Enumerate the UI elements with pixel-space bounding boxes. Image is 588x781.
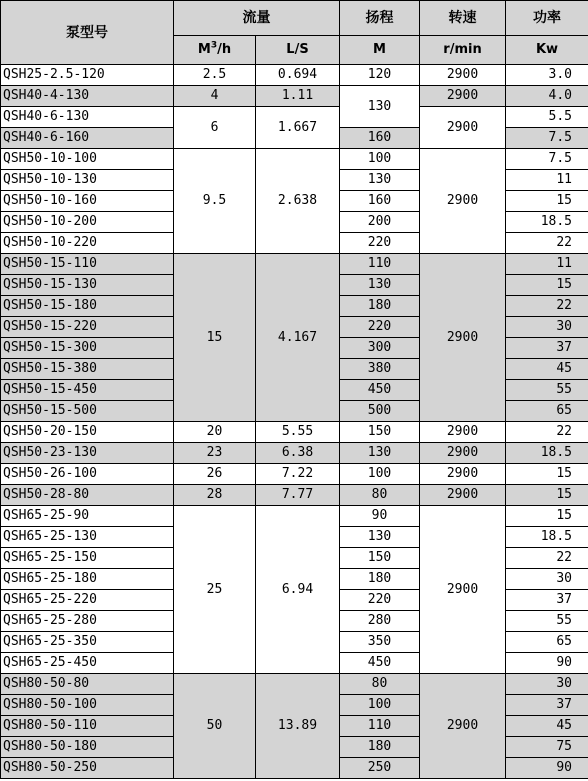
power-cell: 22 (506, 548, 588, 569)
head-cell: 180 (340, 737, 420, 758)
flow-ls-cell: 4.167 (256, 254, 340, 422)
flow-m3h-cell: 28 (174, 485, 256, 506)
head-cell: 220 (340, 233, 420, 254)
header-head-unit: M (340, 36, 420, 65)
head-cell: 450 (340, 380, 420, 401)
head-cell: 130 (340, 170, 420, 191)
power-cell: 15 (506, 275, 588, 296)
power-cell: 15 (506, 191, 588, 212)
table-row (1, 149, 588, 170)
model-cell: QSH50-15-180 (1, 296, 174, 317)
model-cell: QSH80-50-180 (1, 737, 174, 758)
model-cell: QSH50-15-500 (1, 401, 174, 422)
power-cell: 65 (506, 632, 588, 653)
power-cell: 75 (506, 737, 588, 758)
model-cell: QSH80-50-110 (1, 716, 174, 737)
power-cell: 11 (506, 254, 588, 275)
model-cell: QSH65-25-180 (1, 569, 174, 590)
power-cell: 37 (506, 338, 588, 359)
model-cell: QSH50-23-130 (1, 443, 174, 464)
power-cell: 37 (506, 695, 588, 716)
power-cell: 7.5 (506, 149, 588, 170)
speed-cell: 2900 (420, 485, 506, 506)
flow-ls-cell: 6.94 (256, 506, 340, 674)
speed-cell: 2900 (420, 674, 506, 779)
model-cell: QSH65-25-350 (1, 632, 174, 653)
model-cell: QSH50-10-100 (1, 149, 174, 170)
model-cell: QSH65-25-90 (1, 506, 174, 527)
model-cell: QSH65-25-280 (1, 611, 174, 632)
power-cell: 22 (506, 422, 588, 443)
flow-m3h-cell: 15 (174, 254, 256, 422)
table-row (1, 464, 588, 485)
model-cell: QSH40-6-130 (1, 107, 174, 128)
head-cell: 90 (340, 506, 420, 527)
power-cell: 90 (506, 653, 588, 674)
model-cell: QSH50-15-300 (1, 338, 174, 359)
power-cell: 45 (506, 359, 588, 380)
power-cell: 15 (506, 464, 588, 485)
power-cell: 22 (506, 296, 588, 317)
header-speed: 转速 (420, 1, 506, 36)
model-cell: QSH50-15-220 (1, 317, 174, 338)
power-cell: 5.5 (506, 107, 588, 128)
head-cell: 180 (340, 569, 420, 590)
flow-m3h-cell: 9.5 (174, 149, 256, 254)
table-row (1, 422, 588, 443)
head-cell: 450 (340, 653, 420, 674)
model-cell: QSH40-6-160 (1, 128, 174, 149)
model-cell: QSH65-25-220 (1, 590, 174, 611)
header-flow-m3h: $M^3/h$ (174, 36, 256, 65)
head-cell: 150 (340, 548, 420, 569)
head-cell: 300 (340, 338, 420, 359)
model-cell: QSH40-4-130 (1, 86, 174, 107)
flow-ls-cell: 7.77 (256, 485, 340, 506)
speed-cell: 2900 (420, 107, 506, 149)
head-cell: 160 (340, 128, 420, 149)
model-cell: QSH50-10-200 (1, 212, 174, 233)
flow-m3h-cell: 23 (174, 443, 256, 464)
power-cell: 30 (506, 317, 588, 338)
header-power: 功率 (506, 1, 588, 36)
power-cell: 15 (506, 485, 588, 506)
power-cell: 3.0 (506, 65, 588, 86)
flow-ls-cell: 7.22 (256, 464, 340, 485)
power-cell: 55 (506, 611, 588, 632)
model-cell: QSH80-50-80 (1, 674, 174, 695)
head-cell: 100 (340, 149, 420, 170)
model-cell: QSH50-15-450 (1, 380, 174, 401)
table-row (1, 506, 588, 527)
head-cell: 100 (340, 464, 420, 485)
flow-m3h-cell: 20 (174, 422, 256, 443)
model-cell: QSH25-2.5-120 (1, 65, 174, 86)
head-cell: 350 (340, 632, 420, 653)
table-row (1, 107, 588, 128)
power-cell: 90 (506, 758, 588, 779)
head-cell: 80 (340, 674, 420, 695)
speed-cell: 2900 (420, 149, 506, 254)
speed-cell: 2900 (420, 65, 506, 86)
flow-m3h-cell: 6 (174, 107, 256, 149)
flow-m3h-cell: 4 (174, 86, 256, 107)
flow-ls-cell: 2.638 (256, 149, 340, 254)
power-cell: 7.5 (506, 128, 588, 149)
power-cell: 65 (506, 401, 588, 422)
model-cell: QSH50-26-100 (1, 464, 174, 485)
head-cell: 130 (340, 275, 420, 296)
power-cell: 55 (506, 380, 588, 401)
power-cell: 11 (506, 170, 588, 191)
head-cell: 180 (340, 296, 420, 317)
model-cell: QSH80-50-250 (1, 758, 174, 779)
header-power-unit: Kw (506, 36, 588, 65)
head-cell: 150 (340, 422, 420, 443)
model-cell: QSH50-10-160 (1, 191, 174, 212)
model-cell: QSH50-15-110 (1, 254, 174, 275)
speed-cell: 2900 (420, 422, 506, 443)
table-row (1, 485, 588, 506)
speed-cell: 2900 (420, 86, 506, 107)
flow-ls-cell: 0.694 (256, 65, 340, 86)
model-cell: QSH65-25-450 (1, 653, 174, 674)
head-cell: 100 (340, 695, 420, 716)
model-cell: QSH80-50-100 (1, 695, 174, 716)
head-cell: 110 (340, 254, 420, 275)
flow-m3h-cell: 2.5 (174, 65, 256, 86)
head-cell: 500 (340, 401, 420, 422)
head-cell: 380 (340, 359, 420, 380)
model-cell: QSH50-10-130 (1, 170, 174, 191)
power-cell: 37 (506, 590, 588, 611)
flow-ls-cell: 1.11 (256, 86, 340, 107)
power-cell: 18.5 (506, 527, 588, 548)
header-flow-ls: L/S (256, 36, 340, 65)
model-cell: QSH50-20-150 (1, 422, 174, 443)
power-cell: 18.5 (506, 443, 588, 464)
speed-cell: 2900 (420, 464, 506, 485)
flow-m3h-cell: 26 (174, 464, 256, 485)
header-flow: 流量 (174, 1, 340, 36)
power-cell: 15 (506, 506, 588, 527)
model-cell: QSH50-28-80 (1, 485, 174, 506)
power-cell: 45 (506, 716, 588, 737)
head-cell: 280 (340, 611, 420, 632)
table-row (1, 443, 588, 464)
head-cell: 160 (340, 191, 420, 212)
head-cell: 130 (340, 86, 420, 128)
model-cell: QSH50-15-380 (1, 359, 174, 380)
flow-ls-cell: 1.667 (256, 107, 340, 149)
head-cell: 130 (340, 443, 420, 464)
power-cell: 4.0 (506, 86, 588, 107)
head-cell: 80 (340, 485, 420, 506)
head-cell: 120 (340, 65, 420, 86)
flow-ls-cell: 6.38 (256, 443, 340, 464)
power-cell: 30 (506, 569, 588, 590)
head-cell: 220 (340, 590, 420, 611)
power-cell: 30 (506, 674, 588, 695)
table-row (1, 86, 588, 107)
flow-m3h-cell: 50 (174, 674, 256, 779)
speed-cell: 2900 (420, 443, 506, 464)
model-cell: QSH50-10-220 (1, 233, 174, 254)
speed-cell: 2900 (420, 506, 506, 674)
table-row (1, 674, 588, 695)
head-cell: 110 (340, 716, 420, 737)
flow-m3h-cell: 25 (174, 506, 256, 674)
header-speed-unit: r/min (420, 36, 506, 65)
table-row (1, 65, 588, 86)
power-cell: 22 (506, 233, 588, 254)
flow-ls-cell: 5.55 (256, 422, 340, 443)
head-cell: 200 (340, 212, 420, 233)
header-head: 扬程 (340, 1, 420, 36)
speed-cell: 2900 (420, 254, 506, 422)
model-cell: QSH65-25-130 (1, 527, 174, 548)
head-cell: 130 (340, 527, 420, 548)
head-cell: 250 (340, 758, 420, 779)
header-model: 泵型号 (1, 1, 174, 65)
model-cell: QSH65-25-150 (1, 548, 174, 569)
flow-ls-cell: 13.89 (256, 674, 340, 779)
head-cell: 220 (340, 317, 420, 338)
model-cell: QSH50-15-130 (1, 275, 174, 296)
table-row (1, 254, 588, 275)
power-cell: 18.5 (506, 212, 588, 233)
